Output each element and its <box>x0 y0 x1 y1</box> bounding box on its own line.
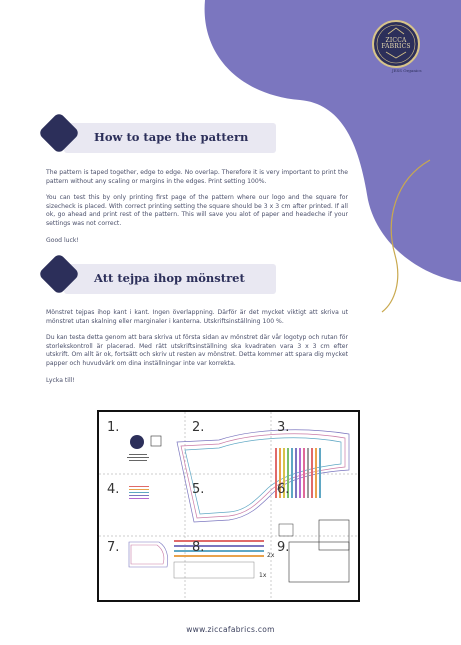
page-number: 6. <box>277 482 290 497</box>
page-number: 1. <box>107 420 120 435</box>
footer-url: www.ziccafabrics.com <box>186 625 275 634</box>
paragraph: Lycka till! <box>46 376 75 384</box>
pattern-layout-preview <box>97 410 360 602</box>
paragraph: Mönstret tejpas ihop kant i kant. Ingen överlappning. Därför är det mycket viktigt att skriva ut mönstret utan skalning eller marginaler i kanterna. Utskriftsinställning 100 %. <box>46 309 348 325</box>
section-title: Att tejpa ihop mönstret <box>94 271 245 285</box>
paragraph: Du kan testa detta genom att bara skriva ut första sidan av mönstret där vår logotyp och rutan för storlekskontroll är placerad. Med rätt utskriftsinställning ska kvadraten vara 3 x 3 cm efter utskrift. Om allt är ok, fortsätt och skriv ut resten av mönstret. Detta kommer att spara dig mycket papper och huvudvärk om dina inställningar inte var korrekta. <box>46 334 348 367</box>
logo-caption: JESS Organics <box>392 68 422 73</box>
paragraph: You can test this by only printing first page of the pattern where our logo and the square for sizecheck is placed. With correct printing setting the square should be 3 x 3 cm after printed. If all ok, go ahead and print rest of the pattern. This will save you alot of paper and headeche if your settings was not correct. <box>46 194 348 227</box>
page-number: 2. <box>192 420 205 435</box>
page-number: 8. <box>192 540 205 555</box>
pattern-drawing <box>99 412 358 600</box>
page-number: 7. <box>107 540 120 555</box>
section-title: How to tape the pattern <box>94 130 249 144</box>
logo-text: ZICCA FABRICS <box>381 37 411 50</box>
page-number: 5. <box>192 482 205 497</box>
piece-label: 2x <box>267 552 275 559</box>
page-number: 9. <box>277 540 290 555</box>
page-number: 3. <box>277 420 290 435</box>
swedish-instructions <box>46 309 348 393</box>
brand-logo <box>372 20 420 68</box>
page-number: 4. <box>107 482 120 497</box>
paragraph: Good luck! <box>46 236 79 244</box>
paragraph: The pattern is taped together, edge to edge. No overlap. Therefore it is very important to print the pattern without any scaling or margins in the edges. Print setting 100%. <box>46 169 348 185</box>
piece-label: 1x <box>259 572 267 579</box>
english-instructions <box>46 169 348 253</box>
